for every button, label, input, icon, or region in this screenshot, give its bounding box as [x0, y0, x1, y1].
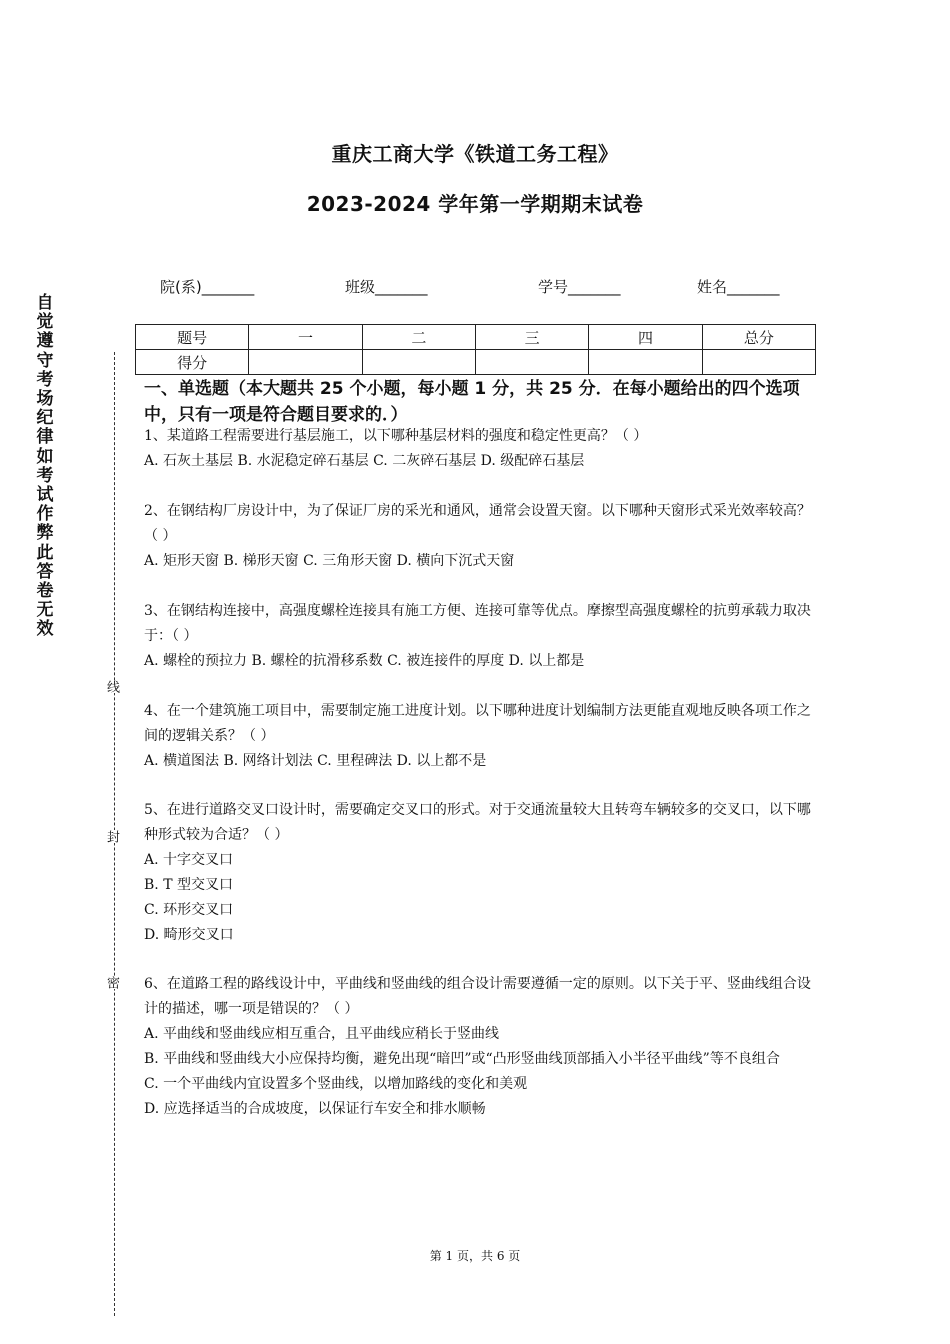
- table-cell: 四: [589, 325, 702, 350]
- page-number: 第 1 页，共 6 页: [429, 1249, 521, 1263]
- question-options: A. 矩形天窗 B. 梯形天窗 C. 三角形天窗 D. 横向下沉式天窗: [144, 553, 515, 569]
- score-table-header-row: [136, 325, 816, 350]
- question-options: A. 横道图法 B. 网络计划法 C. 里程碑法 D. 以上都不是: [144, 753, 487, 769]
- question-stem: 5、在进行道路交叉口设计时，需要确定交叉口的形式。对于交通流量较大且转弯车辆较多的交叉口，以下哪种形式较为合适？（ ）: [144, 802, 811, 843]
- question-option-c: C. 一个平曲线内宜设置多个竖曲线，以增加路线的变化和美观: [144, 1076, 528, 1092]
- question-5: [144, 798, 816, 948]
- question-option-d: D. 畸形交叉口: [144, 927, 234, 943]
- score-table-score-row: [136, 350, 816, 375]
- question-4: [144, 699, 816, 774]
- department-field: 院(系)_______: [160, 278, 255, 296]
- question-options: A. 石灰土基层 B. 水泥稳定碎石基层 C. 二灰碎石基层 D. 级配碎石基层: [144, 453, 585, 469]
- exam-discipline-notice: 自觉遵守考场纪律如考试作弊此答卷无效: [36, 293, 54, 640]
- question-stem: 4、在一个建筑施工项目中，需要制定施工进度计划。以下哪种进度计划编制方法更能直观地反映各项工作之间的逻辑关系？（ ）: [144, 703, 811, 744]
- cut-label-seal: 封: [104, 830, 119, 843]
- table-cell: [589, 350, 702, 375]
- exam-title: 重庆工商大学《铁道工务工程》: [331, 142, 619, 166]
- table-cell: 三: [475, 325, 588, 350]
- question-1: [144, 424, 816, 474]
- table-cell: 一: [249, 325, 362, 350]
- student-id-field: 学号_______: [538, 278, 621, 296]
- table-cell: 二: [362, 325, 475, 350]
- question-option-c: C. 环形交叉口: [144, 902, 234, 918]
- class-field: 班级_______: [345, 278, 428, 296]
- question-stem: 3、在钢结构连接中，高强度螺栓连接具有施工方便、连接可靠等优点。摩擦型高强度螺栓的抗剪承载力取决于：（ ）: [144, 603, 811, 644]
- table-cell: 得分: [136, 350, 249, 375]
- cut-label-secret: 密: [104, 976, 119, 989]
- section-heading: 一、单选题（本大题共 25 个小题，每小题 1 分，共 25 分．在每小题给出的四个选项中，只有一项是符合题目要求的．）: [144, 379, 800, 425]
- question-6: [144, 972, 816, 1122]
- question-options: A. 螺栓的预拉力 B. 螺栓的抗滑移系数 C. 被连接件的厚度 D. 以上都是: [144, 653, 585, 669]
- question-2: [144, 499, 816, 574]
- table-cell: [362, 350, 475, 375]
- question-option-a: A. 平曲线和竖曲线应相互重合，且平曲线应稍长于竖曲线: [144, 1026, 500, 1042]
- table-cell: 总分: [702, 325, 815, 350]
- table-cell: [249, 350, 362, 375]
- question-option-b: B. T 型交叉口: [144, 877, 233, 893]
- cut-label-line: 线: [104, 680, 119, 693]
- table-cell: [702, 350, 815, 375]
- question-option-b: B. 平曲线和竖曲线大小应保持均衡，避免出现“暗凹”或“凸形竖曲线顶部插入小半径平曲线”等不良组合: [144, 1051, 780, 1067]
- question-option-a: A. 十字交叉口: [144, 852, 234, 868]
- question-option-d: D. 应选择适当的合成坡度，以保证行车安全和排水顺畅: [144, 1101, 486, 1117]
- exam-subtitle: 2023-2024 学年第一学期期末试卷: [306, 192, 644, 216]
- name-field: 姓名_______: [697, 278, 780, 296]
- table-cell: 题号: [136, 325, 249, 350]
- question-stem: 2、在钢结构厂房设计中，为了保证厂房的采光和通风，通常会设置天窗。以下哪种天窗形式采光效率较高？（ ）: [144, 503, 811, 544]
- question-3: [144, 599, 816, 674]
- table-cell: [475, 350, 588, 375]
- score-table: [135, 324, 816, 375]
- question-stem: 6、在道路工程的路线设计中，平曲线和竖曲线的组合设计需要遵循一定的原则。以下关于平、竖曲线组合设计的描述，哪一项是错误的？（ ）: [144, 976, 811, 1017]
- question-stem: 1、某道路工程需要进行基层施工，以下哪种基层材料的强度和稳定性更高？（ ）: [144, 428, 648, 444]
